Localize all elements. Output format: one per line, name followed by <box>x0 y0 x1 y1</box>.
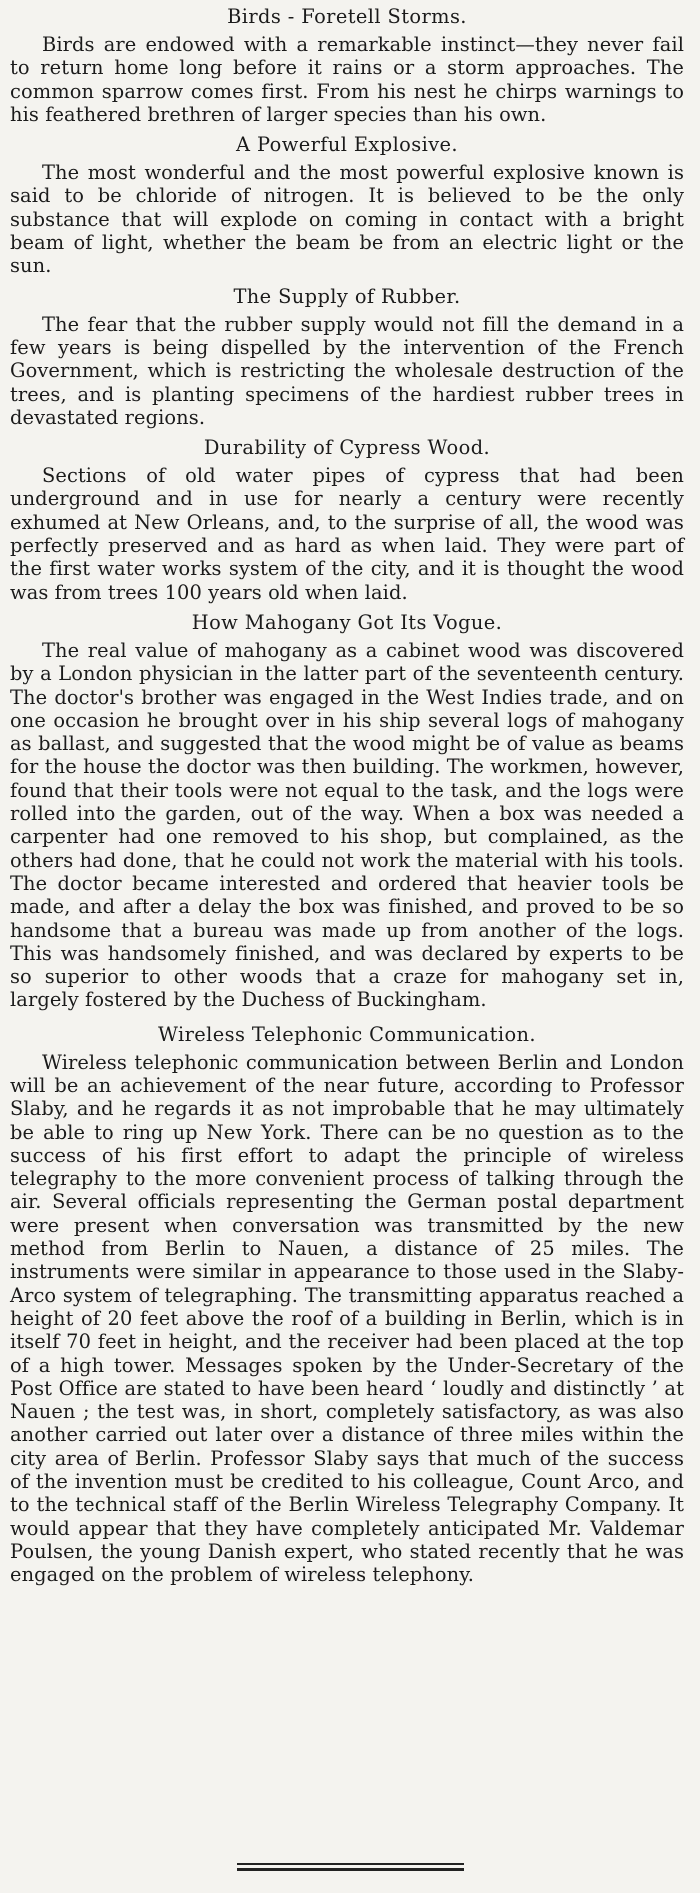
article-supply-of-rubber <box>10 284 684 429</box>
article-body: The real value of mahogany as a cabinet wood was discovered by a London physician in the latter part of the seventeenth century. The doctor's brother was engaged in the West Indies trade, and on one occasion he brought over in his ship several logs of mahogany as ballast, and suggested that the wood might be of value as beams for the house the doctor was then building. The workmen, however, found that their tools were not equal to the task, and the logs were rolled into the garden, out of the way. When a box was needed a carpenter had one removed to his shop, but complained, as the others had done, that he could not work the material with his tools. The doctor became interested and ordered that heavier tools be made, and after a delay the box was finished, and proved to be so handsome that a bureau was made up from another of the logs. This was handsomely finished, and was declared by experts to be so superior to other woods that a craze for mahogany set in, largely fostered by the Duchess of Buckingham. <box>10 638 684 1012</box>
article-durability-of-cypress-wood <box>10 435 684 604</box>
article-headline: Durability of Cypress Wood. <box>203 436 491 460</box>
article-birds-foretell-storms <box>10 4 684 126</box>
article-powerful-explosive <box>10 132 684 277</box>
article-headline: How Mahogany Got Its Vogue. <box>191 610 503 634</box>
article-wireless-telephonic-communication <box>10 1022 684 1587</box>
column-end-rule <box>237 1863 464 1865</box>
article-body: The most wonderful and the most powerful explosive known is said to be chloride of nitrogen. It is believed to be the only substance that will explode on coming in contact with a bright beam of light, whether the beam be from an electric light or the sun. <box>10 161 684 278</box>
article-body: Birds are endowed with a remarkable instinct—they never fail to return home long before it rains or a storm approaches. The common sparrow comes first. From his nest he chirps warnings to his feathered brethren of larger species than his own. <box>10 33 684 126</box>
article-body: The fear that the rubber supply would not fill the demand in a few years is being dispelled by the intervention of the French Government, which is restricting the wholesale destruction of the trees, and is planting specimens of the hardiest rubber trees in devastated regions. <box>10 312 684 429</box>
column-end-rule <box>237 1868 464 1871</box>
article-headline: Wireless Telephonic Communication. <box>158 1022 536 1046</box>
article-how-mahogany-got-its-vogue <box>10 610 684 1012</box>
article-headline: The Supply of Rubber. <box>233 284 461 308</box>
article-headline: Birds - Foretell Storms. <box>227 5 467 28</box>
article-body: Sections of old water pipes of cypress that had been underground and in use for nearly a century were recently exhumed at New Orleans, and, to the surprise of all, the wood was perfectly preserved and as hard as when laid. They were part of the first water works system of the city, and it is thought the wood was from trees 100 years old when laid. <box>10 464 684 604</box>
article-headline: A Powerful Explosive. <box>236 133 458 157</box>
article-body: Wireless telephonic communication between Berlin and London will be an achievement of the near future, according to Professor Slaby, and he regards it as not improbable that he may ultimately be able to ring up New York. There can be no question as to the success of his first effort to adapt the principle of wireless telegraphy to the more convenient process of talking through the air. Several officials representing the German postal department were present when conversation was transmitted by the new method from Berlin to Nauen, a distance of 25 miles. The instruments were similar in appearance to those used in the Slaby-Arco system of telegraphing. The transmitting apparatus reached a height of 20 feet above the roof of a building in Berlin, which is in itself 70 feet in height, and the receiver had been placed at the top of a high tower. Messages spoken by the Under-Secretary of the Post Office are stated to have been heard ‘ loudly and distinctly ’ at Nauen ; the test was, in short, completely satisfactory, as was also another carried out later over a distance of three miles within the city area of Berlin. Professor Slaby says that much of the success of the invention must be credited to his colleague, Count Arco, and to the technical staff of the Berlin Wireless Telegraphy Company. It would appear that they have completely anticipated Mr. Valdemar Poulsen, the young Danish expert, who stated recently that he was engaged on the problem of wireless telephony. <box>10 1050 684 1587</box>
